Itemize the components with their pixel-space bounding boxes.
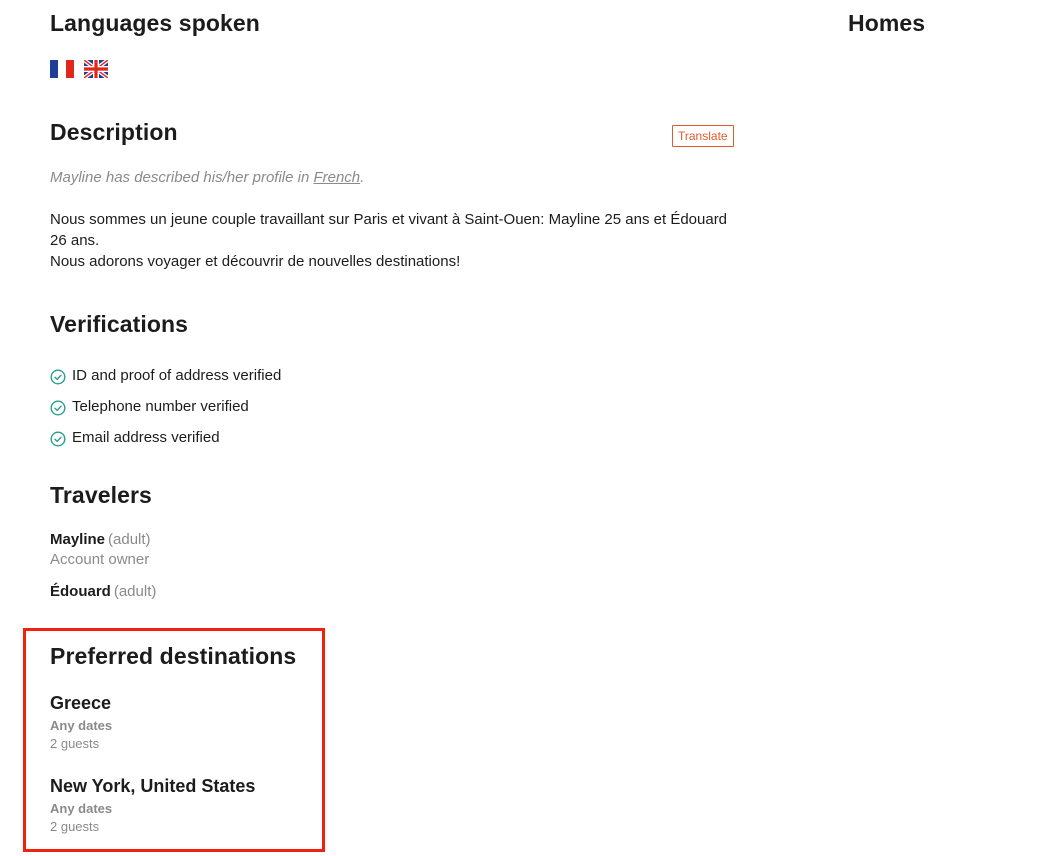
verification-label: Email address verified	[72, 429, 220, 446]
description-heading: Description	[50, 119, 178, 145]
verification-item-id	[50, 360, 450, 391]
homes-heading: Homes	[848, 10, 926, 36]
check-circle-icon	[50, 431, 66, 447]
check-circle-icon	[50, 369, 66, 385]
description-body	[50, 209, 734, 272]
verifications-heading: Verifications	[50, 311, 189, 337]
preferred-destinations-heading: Preferred destinations	[50, 643, 297, 669]
verifications-section	[50, 311, 282, 446]
description-language-note	[50, 169, 364, 186]
traveler-subtitle: Account owner	[50, 551, 150, 568]
check-circle-icon	[50, 400, 66, 416]
highlight-box	[23, 628, 325, 852]
traveler-mayline	[50, 531, 151, 568]
travelers-heading: Travelers	[50, 482, 152, 508]
traveler-edouard	[50, 583, 156, 600]
destination-name: New York, United States	[50, 776, 256, 796]
languages-flags	[50, 60, 108, 78]
verification-label: ID and proof of address verified	[72, 367, 282, 384]
profile-side-column	[848, 10, 925, 37]
traveler-role: (adult)	[108, 531, 151, 548]
verification-item-telephone	[50, 391, 450, 422]
travelers-section	[50, 482, 157, 600]
description-line-1: Nous sommes un jeune couple travaillant sur Paris et vivant à Saint-Ouen: Mayline 25 ans et Édouard 26 ans.	[50, 211, 728, 249]
verification-label: Telephone number verified	[72, 398, 249, 415]
translate-button[interactable]: Translate	[672, 125, 734, 147]
description-note-prefix: Mayline has described his/her profile in	[50, 169, 314, 186]
verification-item-email	[50, 422, 450, 453]
france-flag-icon	[50, 60, 74, 78]
description-section	[50, 119, 734, 270]
destination-guests: 2 guests	[50, 819, 100, 834]
traveler-name: Édouard	[50, 583, 111, 600]
description-line-2: Nous adorons voyager et découvrir de nouvelles destinations!	[50, 253, 461, 270]
destination-guests: 2 guests	[50, 736, 100, 751]
description-note-suffix: .	[360, 169, 365, 186]
destination-name: Greece	[50, 693, 112, 713]
description-language-link[interactable]: French	[313, 169, 361, 186]
destination-dates: Any dates	[50, 801, 113, 816]
languages-heading: Languages spoken	[50, 10, 260, 36]
destination-dates: Any dates	[50, 718, 113, 733]
uk-flag-icon	[84, 60, 108, 78]
traveler-role: (adult)	[113, 583, 157, 600]
traveler-name: Mayline	[50, 531, 106, 548]
verifications-list	[50, 360, 450, 453]
